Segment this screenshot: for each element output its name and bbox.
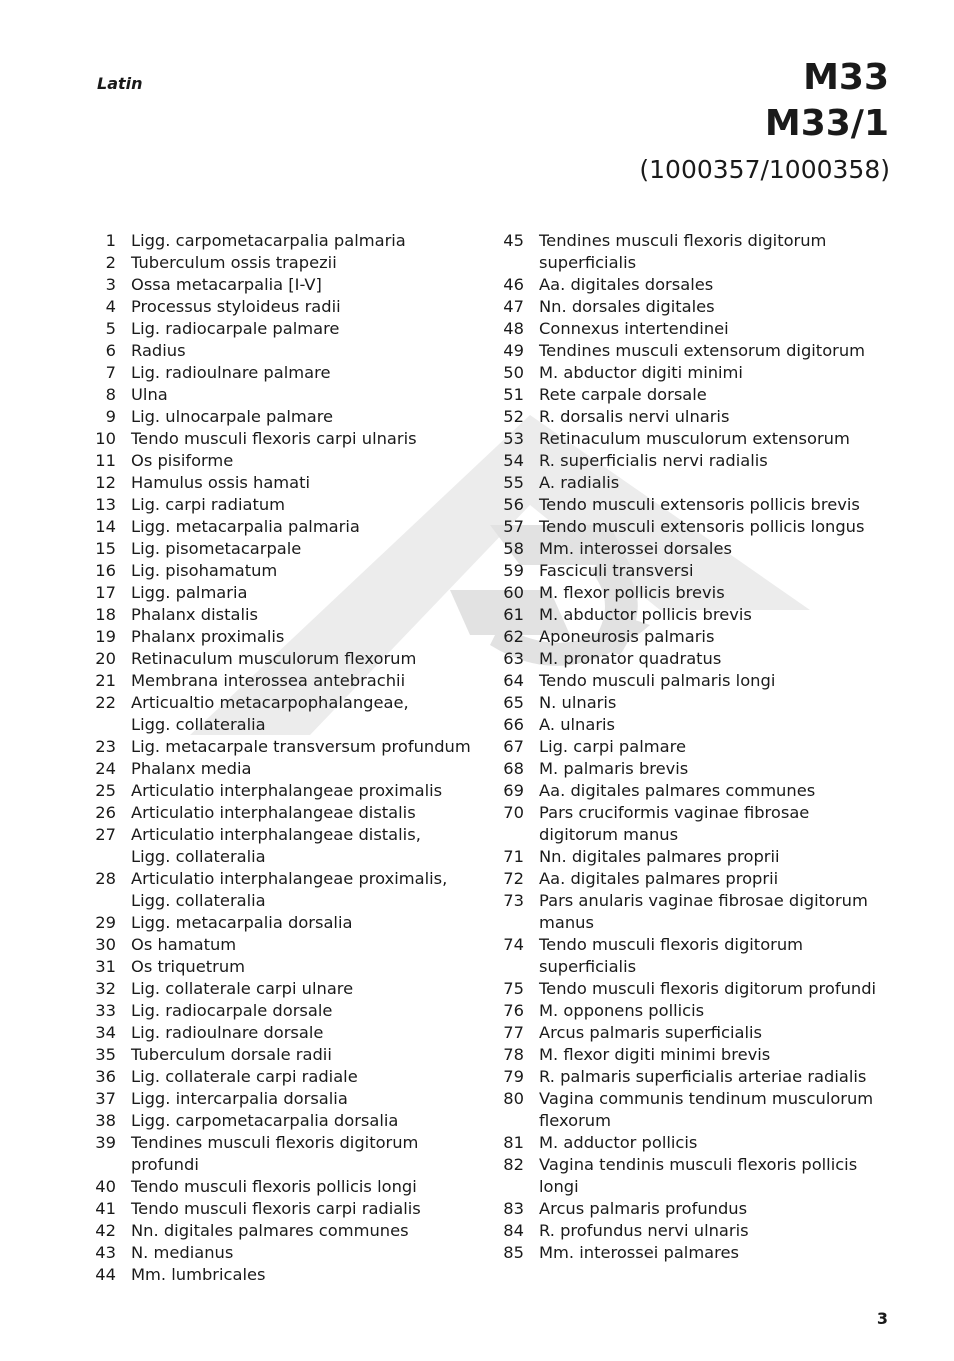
legend-item (92, 450, 477, 472)
legend-item (92, 1198, 477, 1220)
legend-item (92, 538, 477, 560)
legend-number: 69 (503, 781, 524, 800)
legend-number: 39 (95, 1133, 116, 1152)
legend-item (500, 428, 900, 450)
legend-number: 60 (503, 583, 524, 602)
legend-item (500, 714, 900, 736)
legend-item (92, 692, 477, 736)
legend-term: M. palmaris brevis (539, 759, 689, 778)
legend-number: 61 (503, 605, 524, 624)
legend-item (92, 824, 477, 868)
legend-column-left (92, 230, 477, 1286)
legend-item (500, 1044, 900, 1066)
legend-number: 73 (503, 891, 524, 910)
legend-number: 8 (105, 385, 116, 404)
legend-term: Tendo musculi flexoris digitorum superficialis (539, 935, 804, 976)
legend-number: 17 (95, 583, 116, 602)
legend-term: Tendo musculi extensoris pollicis longus (539, 517, 865, 536)
legend-term: Articulatio interphalangeae proximalis, Ligg. collateralia (131, 869, 448, 910)
legend-term: Ossa metacarpalia [I-V] (131, 275, 322, 294)
legend-item (500, 582, 900, 604)
legend-number: 15 (95, 539, 116, 558)
legend-number: 55 (503, 473, 524, 492)
legend-item (500, 604, 900, 626)
legend-item (92, 1176, 477, 1198)
legend-item (92, 384, 477, 406)
legend-item (92, 1132, 477, 1176)
legend-number: 1 (105, 231, 116, 250)
legend-number: 33 (95, 1001, 116, 1020)
language-label: Latin (97, 74, 143, 93)
legend-number: 37 (95, 1089, 116, 1108)
legend-term: Retinaculum musculorum extensorum (539, 429, 850, 448)
legend-number: 23 (95, 737, 116, 756)
legend-number: 80 (503, 1089, 524, 1108)
legend-item (500, 802, 900, 846)
legend-number: 28 (95, 869, 116, 888)
legend-number: 42 (95, 1221, 116, 1240)
legend-number: 56 (503, 495, 524, 514)
legend-term: Membrana interossea antebrachii (131, 671, 406, 690)
legend-term: Pars anularis vaginae fibrosae digitorum manus (539, 891, 868, 932)
legend-number: 70 (503, 803, 524, 822)
legend-number: 76 (503, 1001, 524, 1020)
legend-term: Tendo musculi flexoris carpi radialis (131, 1199, 421, 1218)
legend-item (92, 230, 477, 252)
legend-number: 49 (503, 341, 524, 360)
legend-term: Mm. lumbricales (131, 1265, 266, 1284)
legend-item (92, 1242, 477, 1264)
legend-item (500, 472, 900, 494)
legend-number: 30 (95, 935, 116, 954)
legend-number: 68 (503, 759, 524, 778)
legend-item (500, 450, 900, 472)
legend-term: Articualtio metacarpophalangeae, Ligg. collateralia (131, 693, 409, 734)
legend-term: Tuberculum ossis trapezii (131, 253, 337, 272)
legend-item (92, 648, 477, 670)
legend-term: R. superficialis nervi radialis (539, 451, 768, 470)
legend-number: 25 (95, 781, 116, 800)
legend-number: 9 (105, 407, 116, 426)
legend-number: 82 (503, 1155, 524, 1174)
legend-number: 41 (95, 1199, 116, 1218)
legend-number: 72 (503, 869, 524, 888)
legend-term: Aa. digitales dorsales (539, 275, 714, 294)
legend-item (92, 274, 477, 296)
legend-number: 83 (503, 1199, 524, 1218)
legend-item (500, 1088, 900, 1132)
legend-item (500, 648, 900, 670)
legend-term: Phalanx proximalis (131, 627, 285, 646)
legend-term: Tendo musculi flexoris digitorum profundi (539, 979, 877, 998)
legend-item (92, 758, 477, 780)
legend-term: M. abductor pollicis brevis (539, 605, 752, 624)
legend-item (500, 318, 900, 340)
legend-item (500, 560, 900, 582)
legend-item (92, 340, 477, 362)
legend-item (92, 494, 477, 516)
legend-item (500, 516, 900, 538)
legend-number: 36 (95, 1067, 116, 1086)
legend-number: 19 (95, 627, 116, 646)
legend-item (92, 868, 477, 912)
legend-term: Lig. metacarpale transversum profundum (131, 737, 471, 756)
legend-item (500, 384, 900, 406)
legend-number: 62 (503, 627, 524, 646)
legend-term: Mm. interossei dorsales (539, 539, 732, 558)
legend-term: Lig. carpi palmare (539, 737, 686, 756)
legend-item (92, 362, 477, 384)
legend-item (500, 1066, 900, 1088)
legend-item (500, 1154, 900, 1198)
legend-number: 65 (503, 693, 524, 712)
legend-term: R. palmaris superficialis arteriae radialis (539, 1067, 867, 1086)
legend-term: Lig. ulnocarpale palmare (131, 407, 334, 426)
legend-number: 20 (95, 649, 116, 668)
legend-term: A. radialis (539, 473, 620, 492)
legend-number: 24 (95, 759, 116, 778)
legend-number: 35 (95, 1045, 116, 1064)
legend-term: M. flexor pollicis brevis (539, 583, 725, 602)
legend-number: 84 (503, 1221, 524, 1240)
legend-number: 85 (503, 1243, 524, 1262)
legend-item (92, 956, 477, 978)
legend-number: 7 (105, 363, 116, 382)
legend-number: 78 (503, 1045, 524, 1064)
legend-item (92, 1088, 477, 1110)
legend-item (92, 736, 477, 758)
legend-item (500, 1242, 900, 1264)
legend-number: 38 (95, 1111, 116, 1130)
legend-number: 53 (503, 429, 524, 448)
legend-term: Lig. radioulnare palmare (131, 363, 331, 382)
legend-item (92, 318, 477, 340)
legend-number: 48 (503, 319, 524, 338)
legend-number: 18 (95, 605, 116, 624)
legend-term: Arcus palmaris profundus (539, 1199, 748, 1218)
legend-number: 11 (95, 451, 116, 470)
legend-term: R. dorsalis nervi ulnaris (539, 407, 730, 426)
legend-item (92, 912, 477, 934)
legend-number: 47 (503, 297, 524, 316)
legend-number: 59 (503, 561, 524, 580)
legend-item (500, 1000, 900, 1022)
legend-term: Lig. radiocarpale palmare (131, 319, 340, 338)
legend-number: 2 (105, 253, 116, 272)
legend-item (92, 802, 477, 824)
legend-item (92, 1110, 477, 1132)
legend-number: 29 (95, 913, 116, 932)
legend-term: Lig. collaterale carpi ulnare (131, 979, 354, 998)
legend-item (92, 406, 477, 428)
legend-term: Tendo musculi flexoris carpi ulnaris (131, 429, 417, 448)
legend-term: Articulatio interphalangeae distalis, Ligg. collateralia (131, 825, 421, 866)
legend-term: Pars cruciformis vaginae fibrosae digitorum manus (539, 803, 810, 844)
legend-number: 58 (503, 539, 524, 558)
legend-number: 52 (503, 407, 524, 426)
legend-term: Hamulus ossis hamati (131, 473, 311, 492)
legend-term: Phalanx distalis (131, 605, 258, 624)
legend-term: N. ulnaris (539, 693, 617, 712)
legend-term: Vagina communis tendinum musculorum flexorum (539, 1089, 874, 1130)
legend-number: 57 (503, 517, 524, 536)
legend-item (500, 1022, 900, 1044)
legend-term: Tendo musculi flexoris pollicis longi (131, 1177, 417, 1196)
legend-number: 12 (95, 473, 116, 492)
legend-term: R. profundus nervi ulnaris (539, 1221, 749, 1240)
legend-term: Lig. pisohamatum (131, 561, 278, 580)
legend-item (500, 692, 900, 714)
legend-number: 50 (503, 363, 524, 382)
legend-term: Ligg. palmaria (131, 583, 248, 602)
legend-term: Nn. dorsales digitales (539, 297, 715, 316)
legend-term: M. opponens pollicis (539, 1001, 705, 1020)
legend-item (500, 406, 900, 428)
legend-term: Arcus palmaris superficialis (539, 1023, 763, 1042)
legend-item (500, 780, 900, 802)
legend-term: Lig. collaterale carpi radiale (131, 1067, 358, 1086)
legend-term: Radius (131, 341, 186, 360)
legend-term: Retinaculum musculorum flexorum (131, 649, 417, 668)
legend-item (92, 582, 477, 604)
legend-number: 79 (503, 1067, 524, 1086)
legend-term: Processus styloideus radii (131, 297, 341, 316)
legend-item (92, 1066, 477, 1088)
legend-number: 10 (95, 429, 116, 448)
legend-term: Articulatio interphalangeae proximalis (131, 781, 443, 800)
legend-term: A. ulnaris (539, 715, 616, 734)
legend-item (92, 780, 477, 802)
legend-term: Lig. pisometacarpale (131, 539, 302, 558)
legend-number: 27 (95, 825, 116, 844)
legend-term: Lig. radioulnare dorsale (131, 1023, 324, 1042)
legend-number: 22 (95, 693, 116, 712)
legend-number: 32 (95, 979, 116, 998)
legend-item (92, 670, 477, 692)
legend-number: 40 (95, 1177, 116, 1196)
legend-number: 45 (503, 231, 524, 250)
legend-number: 5 (105, 319, 116, 338)
legend-item (92, 472, 477, 494)
legend-term: M. adductor pollicis (539, 1133, 698, 1152)
legend-term: Aponeurosis palmaris (539, 627, 715, 646)
legend-item (92, 978, 477, 1000)
legend-item (92, 428, 477, 450)
legend-term: Aa. digitales palmares communes (539, 781, 816, 800)
legend-item (92, 252, 477, 274)
legend-item (92, 1264, 477, 1286)
legend-item (92, 296, 477, 318)
legend-term: Ligg. carpometacarpalia dorsalia (131, 1111, 399, 1130)
legend-number: 75 (503, 979, 524, 998)
legend-term: Vagina tendinis musculi flexoris pollicis longi (539, 1155, 858, 1196)
legend-term: Tendo musculi extensoris pollicis brevis (539, 495, 860, 514)
legend-term: N. medianus (131, 1243, 234, 1262)
legend-term: Os hamatum (131, 935, 237, 954)
legend-item (92, 1000, 477, 1022)
legend-item (500, 868, 900, 890)
legend-number: 13 (95, 495, 116, 514)
legend-item (500, 1198, 900, 1220)
legend-term: Tendines musculi flexoris digitorum profundi (131, 1133, 419, 1174)
legend-number: 6 (105, 341, 116, 360)
legend-term: Aa. digitales palmares proprii (539, 869, 779, 888)
legend-item (92, 1220, 477, 1242)
legend-number: 63 (503, 649, 524, 668)
legend-item (92, 1044, 477, 1066)
legend-term: Nn. digitales palmares communes (131, 1221, 409, 1240)
legend-term: Os triquetrum (131, 957, 246, 976)
legend-term: Lig. radiocarpale dorsale (131, 1001, 333, 1020)
legend-term: Os pisiforme (131, 451, 234, 470)
legend-term: M. flexor digiti minimi brevis (539, 1045, 771, 1064)
legend-item (500, 230, 900, 274)
model-code-variant: M33/1 (764, 103, 889, 144)
legend-item (500, 538, 900, 560)
legend-term: Lig. carpi radiatum (131, 495, 286, 514)
legend-number: 44 (95, 1265, 116, 1284)
legend-item (92, 604, 477, 626)
legend-term: Tendo musculi palmaris longi (539, 671, 776, 690)
legend-term: Tendines musculi flexoris digitorum superficialis (539, 231, 827, 272)
legend-number: 43 (95, 1243, 116, 1262)
legend-term: Connexus intertendinei (539, 319, 729, 338)
legend-number: 77 (503, 1023, 524, 1042)
legend-number: 31 (95, 957, 116, 976)
legend-item (92, 560, 477, 582)
legend-number: 16 (95, 561, 116, 580)
legend-item (92, 626, 477, 648)
legend-term: Rete carpale dorsale (539, 385, 707, 404)
legend-item (500, 978, 900, 1000)
legend-number: 54 (503, 451, 524, 470)
legend-item (92, 934, 477, 956)
legend-term: Ulna (131, 385, 168, 404)
legend-item (500, 670, 900, 692)
legend-number: 4 (105, 297, 116, 316)
legend-number: 51 (503, 385, 524, 404)
legend-term: Phalanx media (131, 759, 252, 778)
legend-number: 14 (95, 517, 116, 536)
legend-item (500, 362, 900, 384)
legend-term: Ligg. intercarpalia dorsalia (131, 1089, 348, 1108)
legend-number: 67 (503, 737, 524, 756)
legend-number: 26 (95, 803, 116, 822)
legend-number: 71 (503, 847, 524, 866)
legend-term: M. pronator quadratus (539, 649, 722, 668)
legend-item (500, 736, 900, 758)
legend-number: 64 (503, 671, 524, 690)
legend-term: M. abductor digiti minimi (539, 363, 743, 382)
legend-term: Mm. interossei palmares (539, 1243, 739, 1262)
legend-number: 34 (95, 1023, 116, 1042)
legend-term: Ligg. carpometacarpalia palmaria (131, 231, 406, 250)
legend-item (500, 846, 900, 868)
legend-item (92, 516, 477, 538)
legend-number: 3 (105, 275, 116, 294)
legend-item (500, 1132, 900, 1154)
legend-number: 74 (503, 935, 524, 954)
catalog-numbers: (1000357/1000358) (639, 155, 890, 184)
legend-item (500, 1220, 900, 1242)
legend-item (500, 274, 900, 296)
legend-number: 21 (95, 671, 116, 690)
legend-number: 81 (503, 1133, 524, 1152)
legend-item (500, 890, 900, 934)
legend-item (92, 1022, 477, 1044)
legend-item (500, 296, 900, 318)
legend-number: 66 (503, 715, 524, 734)
model-code: M33 (803, 57, 889, 98)
page-number: 3 (876, 1309, 888, 1328)
legend-term: Ligg. metacarpalia palmaria (131, 517, 360, 536)
legend-term: Fasciculi transversi (539, 561, 694, 580)
legend-item (500, 758, 900, 780)
legend-term: Tuberculum dorsale radii (131, 1045, 332, 1064)
legend-term: Articulatio interphalangeae distalis (131, 803, 416, 822)
legend-item (500, 340, 900, 362)
legend-number: 46 (503, 275, 524, 294)
legend-term: Ligg. metacarpalia dorsalia (131, 913, 353, 932)
legend-item (500, 934, 900, 978)
legend-item (500, 626, 900, 648)
legend-item (500, 494, 900, 516)
legend-term: Tendines musculi extensorum digitorum (539, 341, 866, 360)
legend-column-right (500, 230, 900, 1264)
legend-term: Nn. digitales palmares proprii (539, 847, 780, 866)
